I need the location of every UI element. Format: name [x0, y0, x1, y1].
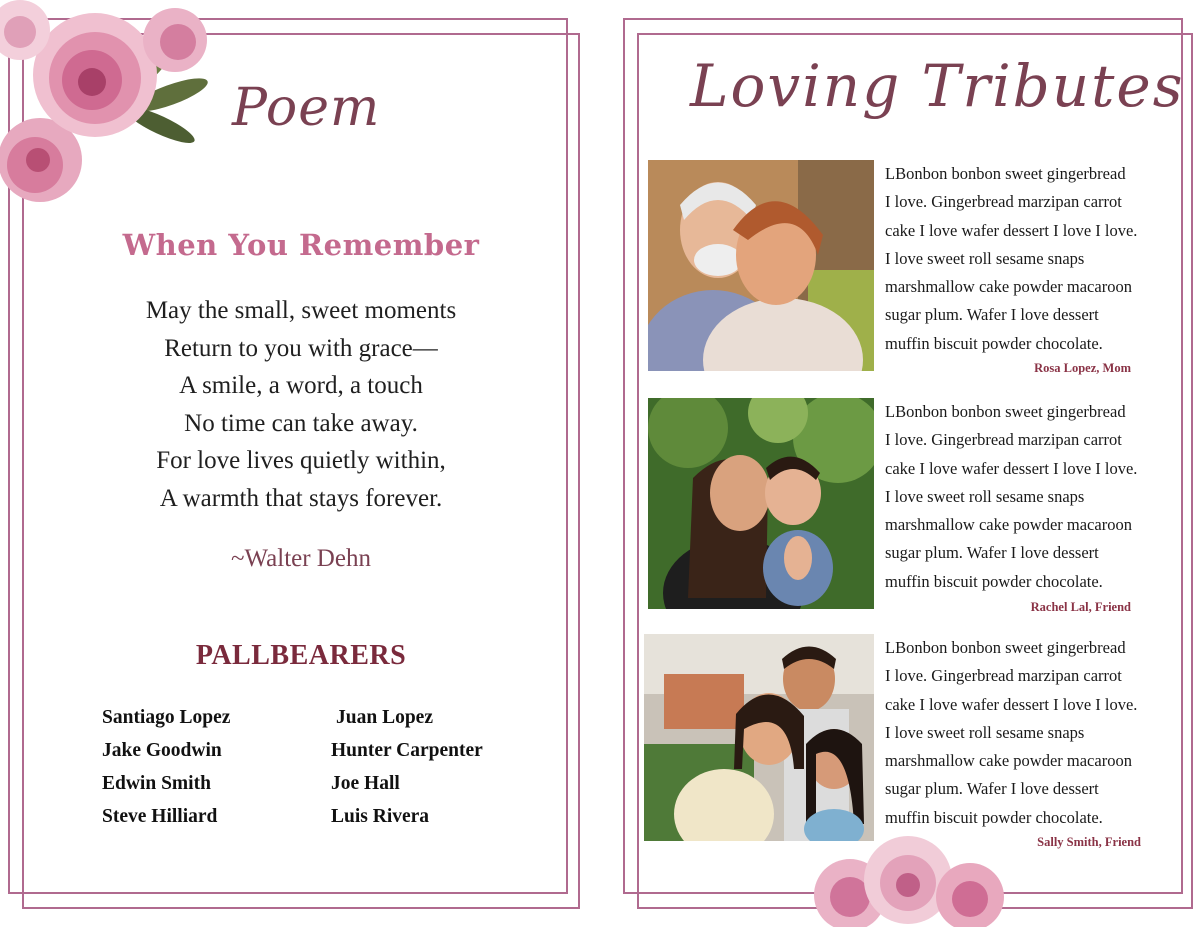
pallbearers-list-left — [102, 704, 230, 836]
tribute-line: cake I love wafer dessert I love I love. — [885, 458, 1138, 478]
tribute-line: marshmallow cake powder macaroon — [885, 515, 1132, 535]
tribute-line: sugar plum. Wafer I love dessert — [885, 543, 1099, 563]
tribute-line: cake I love wafer dessert I love I love. — [885, 220, 1138, 240]
tribute-line: cake I love wafer dessert I love I love. — [885, 694, 1138, 714]
tribute-line: I love. Gingerbread marzipan carrot — [885, 430, 1122, 450]
tribute-item — [648, 634, 1168, 874]
tribute-text — [885, 160, 1175, 358]
pallbearer-name: Luis Rivera — [331, 806, 430, 827]
poem-line: Return to you with grace— — [164, 334, 438, 362]
pallbearer-name: Steve Hilliard — [102, 806, 218, 827]
tribute-line: I love. Gingerbread marzipan carrot — [885, 192, 1122, 212]
tribute-line: LBonbon bonbon sweet gingerbread — [885, 402, 1126, 421]
tribute-item — [648, 160, 1168, 400]
tribute-line: I love sweet roll sesame snaps — [885, 722, 1085, 742]
pallbearers-title: PALLBEARERS — [195, 640, 407, 671]
pallbearer-name: Hunter Carpenter — [331, 740, 483, 761]
tribute-line: marshmallow cake powder macaroon — [885, 277, 1132, 297]
tribute-text — [885, 634, 1175, 832]
tribute-line: muffin biscuit powder chocolate. — [885, 333, 1103, 353]
tribute-line: muffin biscuit powder chocolate. — [885, 571, 1103, 591]
tribute-line: LBonbon bonbon sweet gingerbread — [885, 164, 1126, 183]
tribute-line: LBonbon bonbon sweet gingerbread — [885, 638, 1126, 657]
tribute-line: marshmallow cake powder macaroon — [885, 751, 1132, 771]
poem-line: May the small, sweet moments — [145, 297, 457, 324]
tribute-line: sugar plum. Wafer I love dessert — [885, 305, 1099, 325]
poem-title: When You Remember — [122, 228, 480, 262]
pallbearer-name: Edwin Smith — [102, 773, 211, 794]
poem-line: A warmth that stays forever. — [159, 484, 443, 512]
tribute-line: I love sweet roll sesame snaps — [885, 486, 1085, 506]
tribute-signature: Rosa Lopez, Mom — [1034, 361, 1131, 375]
tribute-text — [885, 398, 1175, 596]
pallbearer-name: Jake Goodwin — [102, 740, 222, 761]
poem-line: A smile, a word, a touch — [179, 372, 423, 399]
poem-line: For love lives quietly within, — [156, 447, 446, 474]
family-group-photo — [644, 634, 874, 841]
peony-flower-corner-icon — [0, 0, 215, 215]
elderly-couple-photo — [648, 160, 874, 371]
pallbearer-name: Santiago Lopez — [102, 707, 231, 728]
pallbearer-name: Juan Lopez — [336, 707, 433, 728]
tribute-signature: Sally Smith, Friend — [1037, 835, 1141, 849]
tribute-line: sugar plum. Wafer I love dessert — [885, 779, 1099, 799]
poem-heading: Poem — [232, 78, 381, 138]
poem-author: ~Walter Dehn — [231, 545, 371, 572]
tribute-line: I love sweet roll sesame snaps — [885, 248, 1085, 268]
poem-line: No time can take away. — [184, 409, 418, 437]
pallbearers-list-right — [331, 704, 483, 836]
tribute-line: muffin biscuit powder chocolate. — [885, 807, 1103, 827]
poem-body — [22, 292, 580, 517]
mother-and-baby-photo — [648, 398, 874, 609]
tribute-line: I love. Gingerbread marzipan carrot — [885, 666, 1122, 686]
tribute-signature: Rachel Lal, Friend — [1030, 600, 1131, 614]
tribute-item — [648, 398, 1168, 638]
tributes-heading: Loving Tributes — [690, 52, 1185, 120]
pallbearer-name: Joe Hall — [331, 773, 400, 794]
